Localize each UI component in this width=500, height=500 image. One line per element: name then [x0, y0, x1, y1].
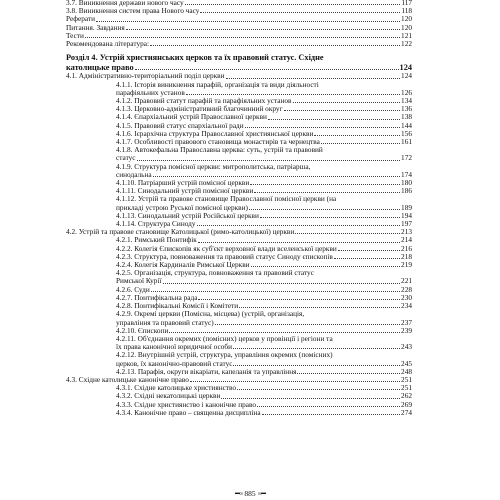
dot-leader	[151, 291, 400, 292]
toc-entry-text: католицьке право	[66, 62, 134, 72]
toc-page-number: 194	[401, 210, 412, 220]
toc-entry	[66, 351, 412, 367]
toc-entry	[66, 15, 412, 23]
toc-entry	[66, 146, 412, 162]
dot-leader	[245, 127, 400, 128]
toc-entry-text: 4.1.5. Правовий статус єпархіальної ради	[116, 121, 244, 130]
toc-entry-text: Розділ 4. Устрій християнських церков та їх правовий статус. Східне	[66, 53, 324, 63]
toc-page-number: 218	[401, 251, 412, 261]
dot-leader	[295, 233, 400, 234]
toc-entry	[66, 122, 412, 130]
toc-entry	[66, 327, 412, 335]
toc-page-number: 186	[401, 186, 412, 196]
dot-leader	[126, 29, 400, 30]
toc-entry-text: 4.3. Східне католицьке канонічне право	[66, 375, 189, 384]
dot-leader	[197, 225, 401, 226]
toc-entry-text: 4.1.1. Історія виникнення парафій, організація та види діяльності	[116, 79, 319, 89]
toc-entry-text: 4.2.6. Суди	[116, 285, 150, 294]
toc-entry-text: 4.1.11. Синодальний устрій помісної церкви	[116, 187, 254, 196]
dot-leader	[338, 250, 400, 251]
toc-page-number: 274	[401, 407, 412, 417]
dot-leader	[169, 332, 400, 333]
toc-entry-text: 4.2.10. Єпископи	[116, 326, 169, 335]
dot-leader	[250, 184, 400, 185]
toc-page-number: 124	[401, 71, 412, 81]
dot-leader	[163, 283, 401, 284]
toc-page-number: 216	[401, 243, 412, 253]
dot-leader	[257, 406, 400, 407]
dot-leader	[186, 94, 400, 95]
toc-entry-text: 4.2.11. Об'єднання окремих (помісних) церков у провінції і регіони та	[116, 333, 333, 343]
toc-entry	[66, 269, 412, 285]
toc-entry-text: управління та правовий статус)	[116, 318, 214, 327]
toc-page-number: 118	[401, 6, 412, 16]
toc-entry	[66, 195, 412, 211]
toc-entry-text: 4.1.8. Автокефальна Православна церква: суть, устрій та правовий	[116, 145, 323, 155]
page-number: 885	[244, 489, 256, 498]
toc-entry	[66, 72, 412, 80]
toc-page-number: 230	[401, 292, 412, 302]
toc-page-number: 136	[401, 104, 412, 114]
toc-entry	[66, 384, 412, 392]
toc-entry	[66, 81, 412, 97]
toc-entry	[66, 24, 412, 32]
ornament-icon: ◦◦━	[257, 489, 265, 498]
toc-entry-text: 4.2.2. Колегія Єпископів як суб'єкт верховної влади вселенської церкви	[116, 244, 337, 253]
toc-page-number: 237	[401, 317, 412, 327]
toc-page-number: 262	[401, 391, 412, 401]
toc-page-number: 245	[401, 358, 412, 368]
toc-entry-text: 4.2.9. Окремі церкви (Помісна, місцева) (устрій, організація,	[116, 309, 305, 319]
toc-page-number: 120	[401, 22, 412, 32]
toc-page-number: 156	[401, 128, 412, 138]
dot-leader	[215, 324, 400, 325]
toc-page-number: 122	[401, 39, 412, 49]
toc-page-number: 172	[401, 153, 412, 163]
toc-entry-text: 4.2.12. Внутрішній устрій, структура, управління окремих (помісних)	[116, 350, 333, 360]
toc-entry-text: 4.2.13. Парафія, округи вікаріати, капеланія та управління	[116, 367, 297, 376]
dot-leader	[233, 348, 400, 349]
toc-entry-text: їх права канонічної юридичної особи	[116, 343, 232, 352]
toc-entry-text: церков, їх канонічно-правовий статус	[116, 359, 233, 368]
toc-entry-text: 3.8. Виникнення систем права Нового часу	[66, 7, 200, 16]
dot-leader	[321, 143, 400, 144]
toc-entry-text: Рекомендована література:	[66, 40, 150, 49]
toc-entry-text: 4.3.2. Східні некатолицькі церкви	[116, 392, 221, 401]
toc-page-number: 189	[401, 202, 412, 212]
toc-entry-text: 4.1.9. Структура помісної церкви: митрополитська, патріарша,	[116, 161, 311, 171]
toc-entry	[66, 228, 412, 236]
toc-page-number: 144	[401, 120, 412, 130]
dot-leader	[137, 160, 401, 161]
toc-entry-text: 4.1.10. Патріарший устрій помісної церкви	[116, 179, 250, 188]
toc-entry	[66, 113, 412, 121]
toc-entry-text: 4.2.4. Колегія Кардиналів Римської Церкви	[116, 261, 250, 270]
toc-entry-text: Питання. Завдання	[66, 23, 125, 32]
toc-entry-text: 4.3.1. Східне католицьке християнство	[116, 384, 237, 393]
toc-entry-text: 4.3.4. Канонічне право – священна дисципліна	[116, 408, 261, 417]
dot-leader	[153, 176, 400, 177]
toc-entry-text: Римської Курії	[116, 277, 162, 286]
toc-entry	[66, 138, 412, 146]
dot-leader	[135, 69, 399, 70]
toc-entry	[66, 40, 412, 48]
dot-leader	[314, 135, 400, 136]
toc-entry-text: 4.1.3. Церковно-адміністративний благочинний округ	[116, 105, 283, 114]
toc-page-number: 124	[399, 62, 412, 72]
ornament-icon: ━◦◦	[235, 489, 243, 498]
toc-entry-text: Тести	[66, 31, 84, 40]
toc-entry	[66, 163, 412, 179]
toc-entry-text: 4.1.4. Єпархіальний устрій Православної церкви	[116, 113, 267, 122]
toc-entry-text: 4.1. Адміністративно-територіальний поділ церкви	[66, 72, 225, 81]
toc-entry-text: 3.7. Виникнення держави нового часу	[66, 0, 184, 7]
toc-entry-text: 4.1.13. Синодальний устрій Російської церкви	[116, 211, 259, 220]
dot-leader	[85, 37, 400, 38]
dot-leader	[284, 110, 400, 111]
dot-leader	[226, 78, 401, 79]
toc-entry-text: 4.2.7. Понтифікальна рада	[116, 293, 198, 302]
dot-leader	[221, 398, 400, 399]
dot-leader	[200, 12, 400, 13]
dot-leader	[237, 389, 400, 390]
toc-page-number: 219	[401, 260, 412, 270]
dot-leader	[334, 258, 400, 259]
toc-page-number: 234	[401, 301, 412, 311]
toc-entry	[66, 302, 412, 310]
toc-page-number: 239	[401, 325, 412, 335]
toc-entry-text: 4.2. Устрій та правове становище Католицької (римо-католицької) церкви	[66, 228, 295, 237]
toc-entry	[66, 130, 412, 138]
toc-entry	[66, 236, 412, 244]
dot-leader	[251, 266, 400, 267]
toc-entry-text: 4.2.8. Понтифікальні Комісії і Комітети	[116, 302, 239, 311]
toc-page-number: 251	[401, 374, 412, 384]
toc-page-number: 214	[401, 235, 412, 245]
toc-entry	[66, 261, 412, 269]
toc-entry-text: парафіяльних установ	[116, 88, 185, 97]
dot-leader	[190, 381, 400, 382]
toc-entry	[66, 187, 412, 195]
toc-page-number: 228	[401, 284, 412, 294]
toc-page-number: 251	[401, 383, 412, 393]
toc-page-number: 138	[401, 112, 412, 122]
toc-entry	[66, 245, 412, 253]
toc-entry-text: синодальна	[116, 170, 152, 179]
toc-entry-text: прикладі устрою Руської помісної церкви)	[116, 203, 248, 212]
dot-leader	[268, 119, 400, 120]
dot-leader	[198, 299, 400, 300]
dot-leader	[297, 373, 400, 374]
dot-leader	[249, 209, 400, 210]
toc-entry	[66, 286, 412, 294]
toc-entry	[66, 376, 412, 384]
dot-leader	[293, 102, 401, 103]
dot-leader	[198, 242, 400, 243]
toc-entry	[66, 310, 412, 326]
toc-entry-text: 4.1.7. Особливості правового становища монастирів та чернецтва	[116, 138, 320, 147]
toc-page-number: 197	[401, 219, 412, 229]
toc-entry	[66, 401, 412, 409]
toc-page-number: 269	[401, 399, 412, 409]
dot-leader	[96, 21, 400, 22]
dot-leader	[233, 365, 400, 366]
toc-entry-text: 4.3.3. Східне християнство і канонічне право	[116, 400, 257, 409]
toc-entry	[66, 220, 412, 228]
page-footer	[0, 489, 500, 498]
toc-page-number: 174	[401, 169, 412, 179]
toc-entry	[66, 212, 412, 220]
dot-leader	[260, 217, 400, 218]
toc-entry-text: Реферати	[66, 15, 96, 24]
toc-entry-text: 4.2.5. Організація, структура, повноваження та правовий статус	[116, 268, 314, 278]
toc-entry-text: 4.2.3. Структура, повноваження та правовий статус Синоду єпископів	[116, 252, 333, 261]
toc-page-number: 121	[401, 30, 412, 40]
toc-entry	[66, 294, 412, 302]
toc-page-number: 248	[401, 366, 412, 376]
toc-entry-text: 4.2.1. Римський Понтифік	[116, 236, 197, 245]
toc-entry-text: 4.1.2. Правовий статут парафій та парафіяльних установ	[116, 97, 292, 106]
toc-page-number: 180	[401, 178, 412, 188]
toc-entry	[66, 105, 412, 113]
toc-entry	[66, 32, 412, 40]
toc-entry	[66, 368, 412, 376]
toc-page-number: 243	[401, 342, 412, 352]
table-of-contents	[66, 0, 412, 417]
toc-entry-text: 4.1.12. Устрій та правове становище Православної помісної церкви (на	[116, 194, 337, 204]
toc-entry-text: 4.1.14. Структура Синоду	[116, 220, 196, 229]
toc-page-number: 161	[401, 137, 412, 147]
toc-page-number: 126	[401, 87, 412, 97]
toc-entry	[66, 409, 412, 417]
dot-leader	[254, 192, 400, 193]
toc-entry	[66, 7, 412, 15]
toc-page-number: 213	[401, 227, 412, 237]
toc-page-number: 120	[401, 14, 412, 24]
toc-entry-text: статус	[116, 154, 136, 163]
toc-page-number: 221	[401, 276, 412, 286]
toc-entry	[66, 253, 412, 261]
toc-entry	[66, 392, 412, 400]
toc-entry	[66, 335, 412, 351]
toc-entry	[66, 0, 412, 7]
dot-leader	[150, 45, 400, 46]
dot-leader	[239, 307, 400, 308]
toc-entry	[66, 179, 412, 187]
toc-page-number: 134	[401, 96, 412, 106]
toc-entry-text: 4.1.6. Ієрархічна структура Православної християнської церкви	[116, 129, 314, 138]
dot-leader	[262, 414, 400, 415]
toc-entry	[66, 97, 412, 105]
chapter-heading	[66, 53, 412, 72]
dot-leader	[185, 4, 401, 5]
toc-page-number: 117	[401, 0, 412, 7]
